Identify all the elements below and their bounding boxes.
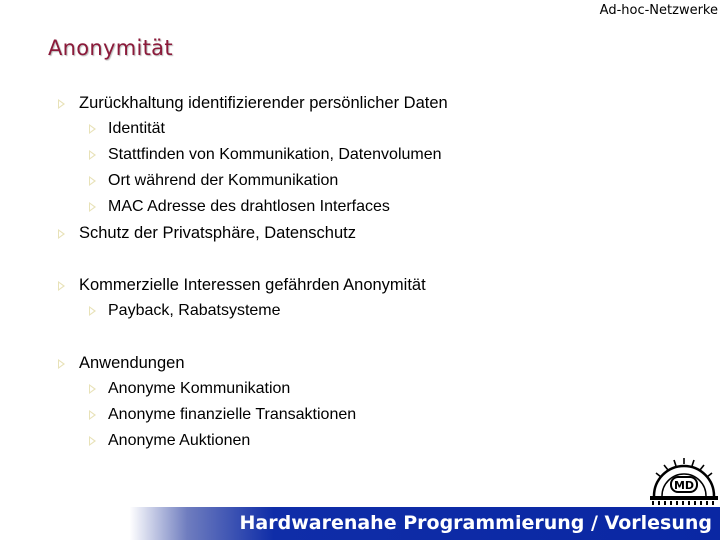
sub-bullet-text: Stattfinden von Kommunikation, Datenvolumen: [108, 146, 442, 163]
bullet-arrow-icon: [89, 384, 96, 394]
bullet-arrow-icon: [58, 281, 65, 291]
sub-bullet-item: [89, 198, 390, 216]
bullet-text: Anwendungen: [79, 354, 185, 372]
bullet-item: [58, 94, 448, 113]
sub-bullet-item: [89, 406, 356, 424]
bullet-item: [58, 276, 426, 295]
sub-bullet-text: Anonyme Kommunikation: [108, 380, 291, 397]
bullet-item: [58, 354, 185, 373]
bullet-item: [58, 224, 356, 243]
sub-bullet-text: Anonyme Auktionen: [108, 432, 251, 449]
bullet-arrow-icon: [58, 99, 65, 109]
bullet-text: Zurückhaltung identifizierender persönlicher Daten: [79, 94, 448, 112]
course-name: Ad-hoc-Netzwerke: [599, 3, 718, 18]
sub-bullet-text: Ort während der Kommunikation: [108, 172, 339, 189]
sub-bullet-item: [89, 302, 281, 320]
sub-bullet-text: Anonyme finanzielle Transaktionen: [108, 406, 357, 423]
bullet-arrow-icon: [58, 229, 65, 239]
bullet-arrow-icon: [89, 306, 96, 316]
sub-bullet-item: [89, 172, 338, 190]
bullet-arrow-icon: [89, 124, 96, 134]
sub-bullet-text: MAC Adresse des drahtlosen Interfaces: [108, 198, 390, 215]
logo-text: MD: [673, 479, 695, 492]
bullet-arrow-icon: [89, 176, 96, 186]
sub-bullet-item: [89, 146, 442, 164]
footer-title: Hardwarenahe Programmierung / Vorlesung: [239, 512, 712, 534]
bullet-arrow-icon: [89, 202, 96, 212]
sub-bullet-text: Identität: [108, 120, 165, 137]
university-logo: [648, 456, 720, 506]
sub-bullet-item: [89, 120, 165, 138]
footer-bar: [0, 507, 720, 540]
bullet-text: Schutz der Privatsphäre, Datenschutz: [79, 224, 356, 242]
sub-bullet-item: [89, 432, 250, 450]
bullet-arrow-icon: [58, 359, 65, 369]
bullet-arrow-icon: [89, 150, 96, 160]
sub-bullet-item: [89, 380, 290, 398]
bullet-arrow-icon: [89, 436, 96, 446]
sub-bullet-text: Payback, Rabatsysteme: [108, 302, 281, 319]
bullet-text: Kommerzielle Interessen gefährden Anonymität: [79, 276, 426, 294]
bullet-arrow-icon: [89, 410, 96, 420]
slide-title: Anonymität: [48, 36, 173, 60]
